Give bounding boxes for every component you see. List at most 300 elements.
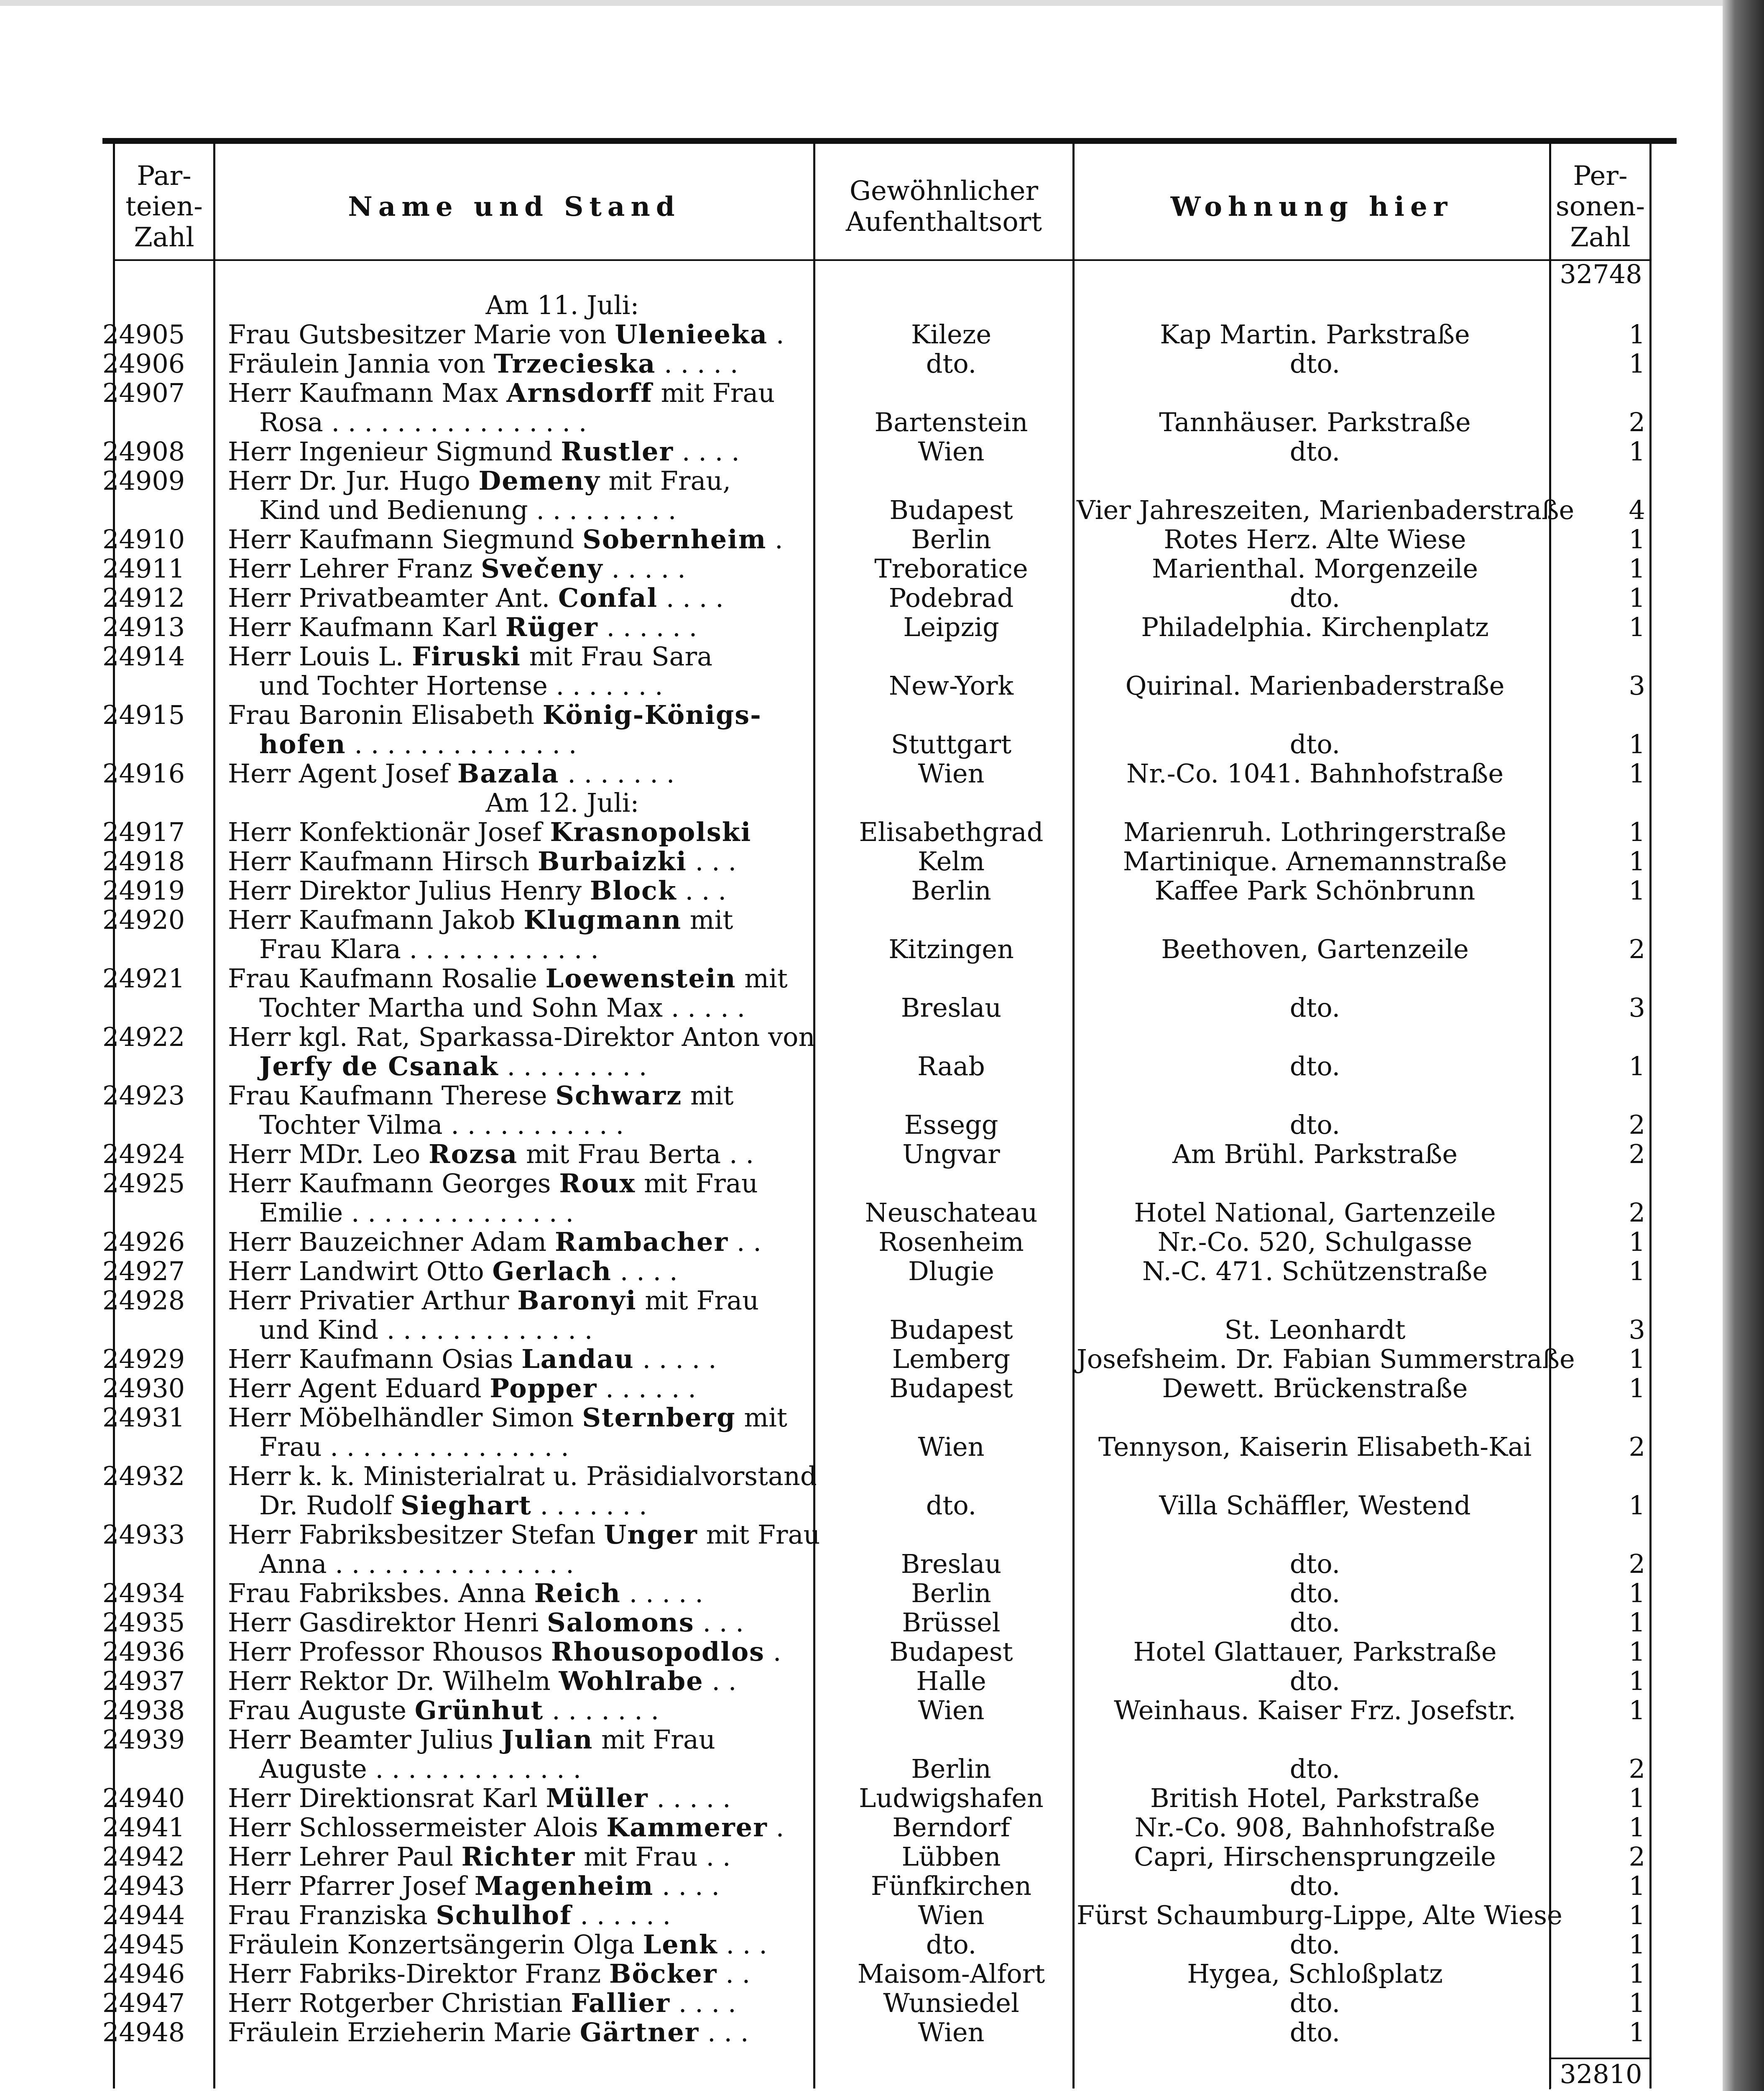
name-prefix: Herr Kaufmann Hirsch: [228, 846, 530, 877]
name-prefix: Herr MDr. Leo: [228, 1139, 421, 1169]
dwelling-here: Fürst Schaumburg-Lippe, Alte Wiese: [1077, 1900, 1562, 1930]
person-count: 3: [1629, 1314, 1645, 1345]
party-number: 24921: [102, 963, 185, 994]
entries-list: [102, 291, 1677, 2047]
name-and-status: [228, 1403, 897, 1462]
table-row: [102, 1667, 1677, 1696]
name-continuation: Rosa . . . . . . . . . . . . . . . .: [259, 407, 587, 437]
name-prefix: Herr Konfektionär Josef: [228, 817, 542, 847]
surname: Rozsa: [429, 1139, 518, 1169]
usual-residence: Maisom-Alfort: [857, 1958, 1045, 1989]
person-count: 1: [1629, 2017, 1645, 2048]
usual-residence: Berlin: [911, 1578, 991, 1608]
party-number: 24916: [102, 758, 185, 789]
name-prefix: Herr Kaufmann Osias: [228, 1344, 513, 1374]
name-prefix: Herr Lehrer Paul: [228, 1841, 453, 1872]
usual-residence: Elisabethgrad: [859, 817, 1044, 847]
name-line: [228, 758, 674, 789]
name-line: [228, 1812, 784, 1843]
name-suffix: mit: [735, 1402, 787, 1433]
surname: Rüger: [505, 612, 598, 642]
name-line: [228, 1958, 750, 1989]
name-line: [228, 524, 783, 555]
person-count: 2: [1629, 1197, 1645, 1228]
dwelling-here: dto.: [1289, 1578, 1340, 1608]
party-number: 24925: [102, 1168, 185, 1199]
name-line: [228, 1461, 817, 1491]
name-line: [228, 1168, 758, 1199]
name-line: [228, 319, 784, 350]
party-number: 24938: [102, 1695, 185, 1725]
person-count: 2: [1629, 934, 1645, 964]
party-number: 24944: [102, 1900, 185, 1930]
dwelling-here: dto.: [1289, 1109, 1340, 1140]
name-prefix: Frau Auguste: [228, 1695, 407, 1725]
surname: Kammerer: [606, 1812, 768, 1843]
name-line: [228, 1988, 736, 2018]
surname: Popper: [490, 1373, 597, 1403]
name-suffix: mit Frau: [593, 1724, 715, 1755]
name-and-status: [228, 1345, 897, 1374]
usual-residence: Breslau: [901, 992, 1002, 1023]
table-row: [102, 583, 1677, 613]
person-count: 1: [1629, 846, 1645, 877]
table-row: [102, 1140, 1677, 1169]
surname: Rustler: [561, 436, 674, 467]
usual-residence: Kitzingen: [888, 934, 1014, 964]
table-row: [102, 642, 1677, 700]
name-and-status: [228, 1169, 897, 1227]
name-and-status: [228, 1959, 897, 1989]
usual-residence: Budapest: [889, 1636, 1013, 1667]
table-row: [102, 1257, 1677, 1286]
name-and-status: [228, 1081, 897, 1140]
name-line: [228, 1724, 715, 1755]
name-line: [228, 1285, 759, 1316]
name-and-status: [228, 1286, 897, 1345]
name-prefix: Herr Professor Rhousos: [228, 1636, 543, 1667]
table-row: [102, 1081, 1677, 1140]
name-continuation: Frau . . . . . . . . . . . . . . .: [259, 1431, 569, 1462]
name-suffix: . . . .: [654, 1871, 720, 1901]
surname: Schwarz: [555, 1080, 682, 1111]
table-row: [102, 1345, 1677, 1374]
dwelling-here: dto.: [1289, 1607, 1340, 1638]
name-and-status: [228, 1257, 897, 1286]
person-count: 1: [1629, 1958, 1645, 1989]
name-prefix: Herr Gasdirektor Henri: [228, 1607, 539, 1638]
table-row: [102, 1901, 1677, 1930]
party-number: 24914: [102, 641, 185, 672]
header-rule: [113, 259, 1652, 261]
table-row: [102, 1169, 1677, 1227]
usual-residence: Budapest: [889, 495, 1013, 525]
table-row: [102, 378, 1677, 437]
name-and-status: [228, 1930, 897, 1959]
dwelling-here: Hygea, Schloßplatz: [1187, 1958, 1443, 1989]
table-row: [102, 1579, 1677, 1608]
surname: Svečeny: [481, 553, 603, 584]
name-suffix: .: [767, 1812, 784, 1843]
surname: Ulenieeka: [615, 319, 768, 350]
name-prefix: Frau Kaufmann Rosalie: [228, 963, 537, 994]
name-continuation: Anna . . . . . . . . . . . . . . .: [259, 1549, 574, 1579]
surname: Schulhof: [436, 1900, 572, 1930]
party-number: 24934: [102, 1578, 185, 1608]
name-continuation: Dr. Rudolf Sieghart . . . . . . .: [259, 1490, 647, 1521]
surname: Trzecieska: [493, 348, 656, 379]
person-count: 1: [1629, 1578, 1645, 1608]
surname: Böcker: [609, 1958, 717, 1989]
name-line: [228, 1695, 659, 1725]
table-row: [102, 1784, 1677, 1813]
person-count: 2: [1629, 1754, 1645, 1784]
name-line: [228, 641, 712, 672]
usual-residence: Budapest: [889, 1314, 1013, 1345]
usual-residence: Wunsiedel: [883, 1988, 1019, 2018]
name-suffix: . . . . .: [648, 1783, 731, 1813]
surname: Confal: [558, 583, 658, 613]
name-suffix: . . . . .: [620, 1578, 703, 1608]
party-number: 24935: [102, 1607, 185, 1638]
date-heading: [102, 788, 1677, 818]
name-and-status: [228, 847, 897, 876]
person-count: 1: [1629, 817, 1645, 847]
dwelling-here: Marienthal. Morgenzeile: [1151, 553, 1478, 584]
usual-residence: Wien: [918, 2017, 985, 2048]
table-row: [102, 1462, 1677, 1520]
person-count: 1: [1629, 612, 1645, 642]
name-line: [228, 553, 686, 584]
name-suffix: . . . . . . .: [544, 1695, 659, 1725]
scan-top-edge: [0, 0, 1764, 6]
top-rule: [102, 138, 1677, 144]
usual-residence: Ungvar: [902, 1139, 1000, 1169]
table-row: [102, 964, 1677, 1022]
party-number: 24912: [102, 583, 185, 613]
dwelling-here: dto.: [1289, 1051, 1340, 1081]
name-suffix: .: [768, 319, 784, 350]
name-suffix: mit: [682, 1080, 734, 1111]
usual-residence: Essegg: [904, 1109, 998, 1140]
table-row: [102, 320, 1677, 349]
name-continuation: Kind und Bedienung . . . . . . . . .: [259, 495, 676, 525]
party-number: 24946: [102, 1958, 185, 1989]
name-suffix: . .: [728, 1227, 761, 1257]
name-line: [228, 1578, 703, 1608]
name-line: [228, 1519, 820, 1550]
usual-residence: Podebrad: [888, 583, 1014, 613]
name-line: [228, 612, 697, 642]
name-and-status: [228, 2018, 897, 2047]
name-prefix: Herr Rotgerber Christian: [228, 1988, 563, 2018]
person-count: 1: [1629, 1051, 1645, 1081]
dwelling-here: Villa Schäffler, Westend: [1159, 1490, 1471, 1521]
name-and-status: [228, 1374, 897, 1403]
party-number: 24945: [102, 1929, 185, 1960]
party-number: 24937: [102, 1666, 185, 1696]
name-prefix: Herr Kaufmann Georges: [228, 1168, 551, 1199]
name-prefix: Frau Fabriksbes. Anna: [228, 1578, 526, 1608]
name-prefix: Herr Privatier Arthur: [228, 1285, 509, 1316]
name-and-status: [228, 1784, 897, 1813]
name-line: [228, 963, 788, 994]
party-number: 24908: [102, 436, 185, 467]
name-and-status: [228, 1022, 897, 1081]
surname: Krasnopolski: [550, 817, 752, 847]
dwelling-here: Capri, Hirschensprungzeile: [1133, 1841, 1496, 1872]
usual-residence: Halle: [916, 1666, 986, 1696]
dwelling-here: Tannhäuser. Parkstraße: [1159, 407, 1471, 437]
table-row: [102, 1959, 1677, 1989]
name-and-status: [228, 1871, 897, 1901]
name-and-status: [228, 642, 897, 700]
person-count: 1: [1629, 1344, 1645, 1374]
name-prefix: Herr Kaufmann Max: [228, 378, 498, 408]
party-number: 24936: [102, 1636, 185, 1667]
person-count: 2: [1629, 1109, 1645, 1140]
name-and-status: [228, 1462, 897, 1520]
name-suffix: . . . . . .: [597, 1373, 696, 1403]
table-row: [102, 554, 1677, 583]
name-continuation: Auguste . . . . . . . . . . . . .: [259, 1754, 582, 1784]
name-and-status: [228, 1725, 897, 1784]
usual-residence: Ludwigshafen: [859, 1783, 1044, 1813]
table-row: [102, 1374, 1677, 1403]
name-suffix: . . .: [717, 1929, 767, 1960]
table-row: [102, 1725, 1677, 1784]
dwelling-here: Kap Martin. Parkstraße: [1160, 319, 1470, 350]
party-number: 24907: [102, 378, 185, 408]
name-suffix: . . . .: [670, 1988, 736, 2018]
usual-residence: Berlin: [911, 524, 991, 555]
dwelling-here: dto.: [1289, 1871, 1340, 1901]
name-line: [228, 1139, 754, 1169]
party-number: 24942: [102, 1841, 185, 1872]
usual-residence: Budapest: [889, 1373, 1013, 1403]
usual-residence: Wien: [918, 758, 985, 789]
party-number: 24941: [102, 1812, 185, 1843]
name-continuation: Jerfy de Csanak . . . . . . . . .: [259, 1051, 647, 1081]
name-and-status: [228, 964, 897, 1022]
name-line: [228, 905, 733, 935]
name-suffix: . .: [703, 1666, 737, 1696]
dwelling-here: Kaffee Park Schönbrunn: [1154, 875, 1476, 906]
name-and-status: [228, 1579, 897, 1608]
person-count: 3: [1629, 670, 1645, 701]
name-prefix: Herr Privatbeamter Ant.: [228, 583, 550, 613]
name-and-status: [228, 1520, 897, 1579]
name-prefix: Herr Dr. Jur. Hugo: [228, 465, 470, 496]
table-row: [102, 1022, 1677, 1081]
guest-list-page: [102, 138, 1677, 2091]
name-prefix: Herr Kaufmann Karl: [228, 612, 497, 642]
dwelling-here: dto.: [1289, 1754, 1340, 1784]
surname: Unger: [604, 1519, 698, 1550]
name-prefix: Herr Lehrer Franz: [228, 553, 473, 584]
name-line: [228, 1402, 787, 1433]
person-count: 2: [1629, 1841, 1645, 1872]
usual-residence: Kileze: [911, 319, 992, 350]
name-suffix: . . . . . .: [598, 612, 697, 642]
name-and-status: [228, 1637, 897, 1667]
name-and-status: [228, 437, 897, 466]
dwelling-here: British Hotel, Parkstraße: [1150, 1783, 1480, 1813]
name-prefix: Herr Kaufmann Siegmund: [228, 524, 574, 555]
table-row: [102, 1227, 1677, 1257]
person-count: 1: [1629, 436, 1645, 467]
usual-residence: Lemberg: [892, 1344, 1011, 1374]
table-row: [102, 1608, 1677, 1637]
name-line: [228, 465, 731, 496]
name-prefix: Herr Bauzeichner Adam: [228, 1227, 547, 1257]
surname: Müller: [546, 1783, 648, 1813]
table-row: [102, 1930, 1677, 1959]
name-suffix: mit Frau Berta . .: [518, 1139, 754, 1169]
surname: Roux: [559, 1168, 636, 1199]
name-and-status: [228, 1813, 897, 1842]
party-number: 24931: [102, 1402, 185, 1433]
party-number: 24947: [102, 1988, 185, 2018]
name-and-status: [228, 613, 897, 642]
name-suffix: . . . . .: [656, 348, 738, 379]
name-prefix: Fräulein Konzertsängerin Olga: [228, 1929, 635, 1960]
name-and-status: [228, 1227, 897, 1257]
usual-residence: Breslau: [901, 1549, 1002, 1579]
carry-over-count: 32748: [1549, 259, 1651, 289]
dwelling-here: dto.: [1289, 436, 1340, 467]
header-dwelling: Wohnung hier: [1170, 191, 1453, 223]
name-line: [228, 700, 762, 730]
name-prefix: Frau Baronin Elisabeth: [228, 700, 535, 730]
person-count: 1: [1629, 1373, 1645, 1403]
party-number: 24940: [102, 1783, 185, 1813]
dwelling-here: Rotes Herz. Alte Wiese: [1164, 524, 1466, 555]
name-line: [228, 583, 724, 613]
name-and-status: [228, 1667, 897, 1696]
name-suffix: mit Frau: [697, 1519, 820, 1550]
party-number: 24924: [102, 1139, 185, 1169]
name-line: [228, 1783, 731, 1813]
name-prefix: Herr Direktor Julius Henry: [228, 875, 582, 906]
dwelling-here: dto.: [1289, 1549, 1340, 1579]
name-prefix: Herr Fabriksbesitzer Stefan: [228, 1519, 596, 1550]
name-and-status: [228, 700, 897, 759]
table-row: [102, 1696, 1677, 1725]
name-line: [228, 1227, 761, 1257]
person-count: 1: [1629, 1227, 1645, 1257]
usual-residence: New-York: [888, 670, 1014, 701]
party-number: 24930: [102, 1373, 185, 1403]
surname: Magenheim: [475, 1871, 654, 1901]
name-line: [228, 2017, 749, 2048]
usual-residence: Rosenheim: [878, 1227, 1024, 1257]
person-count: 1: [1629, 319, 1645, 350]
surname: König-Königs-: [542, 700, 762, 730]
name-line: [228, 1022, 815, 1052]
party-number: 24948: [102, 2017, 185, 2048]
name-suffix: . . . .: [612, 1256, 678, 1286]
name-and-status: [228, 1696, 897, 1725]
table-row: [102, 700, 1677, 759]
table-row: [102, 759, 1677, 788]
dwelling-here: dto.: [1289, 583, 1340, 613]
name-prefix: Herr Beamter Julius: [228, 1724, 493, 1755]
table-row: [102, 876, 1677, 905]
name-prefix: Herr Agent Eduard: [228, 1373, 482, 1403]
dwelling-here: Beethoven, Gartenzeile: [1161, 934, 1469, 964]
name-suffix: . . .: [699, 2017, 749, 2048]
person-count: 2: [1629, 1431, 1645, 1462]
surname: Rambacher: [554, 1227, 729, 1257]
party-number: 24905: [102, 319, 185, 350]
total-count: 32810: [1549, 2058, 1651, 2089]
name-line: [228, 875, 726, 906]
surname: Klugmann: [523, 905, 682, 935]
table-row: [102, 349, 1677, 378]
table-row: [102, 847, 1677, 876]
name-suffix: mit Frau . .: [575, 1841, 731, 1872]
party-number: 24929: [102, 1344, 185, 1374]
dwelling-here: Hotel Glattauer, Parkstraße: [1133, 1636, 1497, 1667]
person-count: 1: [1629, 1256, 1645, 1286]
name-line: [228, 1841, 731, 1872]
table-row: [102, 1403, 1677, 1462]
usual-residence: Raab: [917, 1051, 985, 1081]
surname: Lenk: [643, 1929, 718, 1960]
name-prefix: Herr Schlossermeister Alois: [228, 1812, 598, 1843]
person-count: 1: [1629, 1607, 1645, 1638]
name-prefix: Herr Direktionsrat Karl: [228, 1783, 538, 1813]
name-suffix: . . . . . . .: [559, 758, 675, 789]
surname: Block: [590, 875, 677, 906]
name-suffix: mit Frau: [636, 1285, 759, 1316]
usual-residence: Berndorf: [892, 1812, 1010, 1843]
surname: Baronyi: [517, 1285, 637, 1316]
party-number: 24928: [102, 1285, 185, 1316]
party-number: 24906: [102, 348, 185, 379]
party-number: 24926: [102, 1227, 185, 1257]
table-row: [102, 905, 1677, 964]
party-number: 24939: [102, 1724, 185, 1755]
person-count: 1: [1629, 1490, 1645, 1521]
person-count: 1: [1629, 758, 1645, 789]
name-suffix: mit Frau,: [600, 465, 731, 496]
party-number: 24915: [102, 700, 185, 730]
scan-right-edge: [1723, 0, 1764, 2091]
name-prefix: Frau Franziska: [228, 1900, 428, 1930]
name-and-status: [228, 1989, 897, 2018]
table-row: [102, 1989, 1677, 2018]
name-prefix: Herr k. k. Ministerialrat u. Präsidialvorstand: [228, 1461, 817, 1491]
name-continuation: Emilie . . . . . . . . . . . . . .: [259, 1197, 574, 1228]
surname: Sieghart: [401, 1490, 532, 1521]
person-count: 2: [1629, 1139, 1645, 1169]
usual-residence: Brüssel: [902, 1607, 1001, 1638]
name-line: [228, 1344, 717, 1374]
person-count: 2: [1629, 407, 1645, 437]
date-heading: [102, 291, 1677, 320]
name-and-status: [228, 818, 897, 847]
party-number: 24910: [102, 524, 185, 555]
dwelling-here: dto.: [1289, 348, 1340, 379]
name-prefix: Herr Rektor Dr. Wilhelm: [228, 1666, 551, 1696]
dwelling-here: dto.: [1289, 992, 1340, 1023]
usual-residence: Wien: [918, 436, 985, 467]
party-number: 24909: [102, 465, 185, 496]
dwelling-here: Vier Jahreszeiten, Marienbaderstraße: [1077, 495, 1575, 525]
name-and-status: [228, 466, 897, 525]
